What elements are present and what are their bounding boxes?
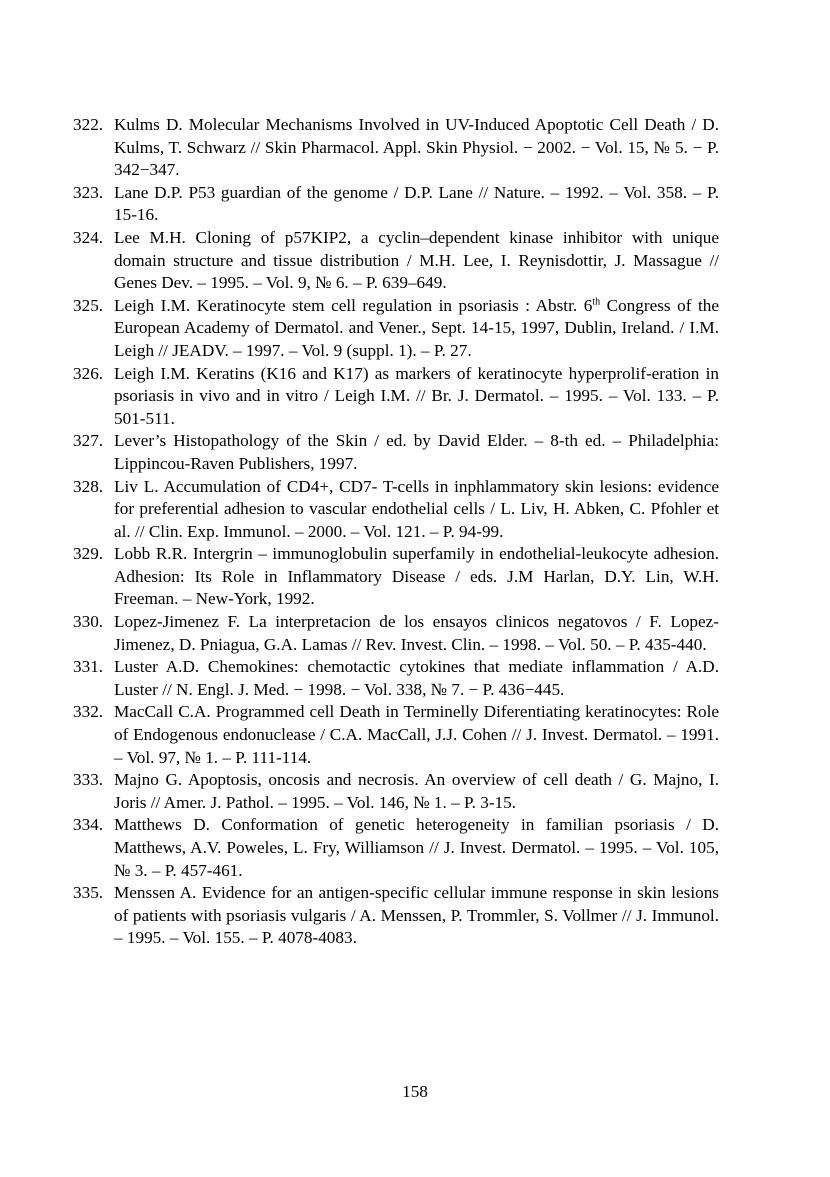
reference-text: Liv L. Accumulation of CD4+, CD7- T-cells in inphlammatory skin lesions: evidence for preferential adhesion to vascular endothelial cells / L. Liv, H. Abken, C. Pfohler et al. // Clin. Exp. Immunol. – 2000. – Vol. 121. – P. 94-99.: [114, 476, 719, 541]
reference-item: [73, 295, 719, 363]
reference-text: [114, 295, 719, 363]
reference-number: 327.: [73, 431, 104, 451]
reference-number: 334.: [73, 815, 104, 835]
reference-text: Lopez-Jimenez F. La interpretacion de los ensayos clinicos negatovos / F. Lopez-Jimenez, D. Pniagua, G.A. Lamas // Rev. Invest. Clin. – 1998. – Vol. 50. – P. 435-440.: [114, 612, 719, 654]
reference-item: [73, 227, 719, 295]
page-number: 158: [402, 1082, 428, 1101]
reference-number: 322.: [73, 115, 104, 134]
reference-text: Matthews D. Conformation of genetic heterogeneity in familian psoriasis / D. Matthews, A.V. Poweles, L. Fry, Williamson // J. Invest. Dermatol. – 1995. – Vol. 105, № 3. – P. 457-461.: [114, 815, 719, 880]
reference-item: [73, 882, 719, 950]
reference-number: 323.: [73, 182, 104, 202]
reference-number: 333.: [73, 770, 104, 790]
superscript-ordinal: th: [592, 296, 601, 308]
reference-text: Lobb R.R. Intergrin – immunoglobulin superfamily in endothelial-leukocyte adhesion. Adhesion: Its Role in Inflammatory Disease / eds. J.M Harlan, D.Y. Lin, W.H. Freeman. – New-York, 1992.: [114, 544, 719, 609]
reference-text: Luster A.D. Chemokines: chemotactic cytokines that mediate inflammation / A.D. Luster // N. Engl. J. Med. − 1998. − Vol. 338, № 7. − P. 436−445.: [114, 657, 719, 699]
reference-text: Lee M.H. Cloning of p57KIP2, a cyclin–dependent kinase inhibitor with unique domain structure and tissue distribution / M.H. Lee, I. Reynisdottir, J. Massague // Genes Dev. – 1995. – Vol. 9, № 6. – P. 639–649.: [114, 227, 719, 293]
reference-item: [73, 363, 719, 431]
reference-number: 331.: [73, 657, 104, 677]
reference-item: [73, 814, 719, 882]
reference-text: Kulms D. Molecular Mechanisms Involved in UV-Induced Apoptotic Cell Death / D. Kulms, T. Schwarz // Skin Pharmacol. Appl. Skin Physiol. − 2002. − Vol. 15, № 5. − P. 342−347.: [114, 115, 719, 180]
reference-text-part: Leigh I.M. Keratinocyte stem cell regulation in psoriasis : Abstr. 6: [114, 295, 593, 315]
reference-item: [73, 769, 719, 814]
reference-number: 329.: [73, 544, 104, 564]
reference-item: [73, 543, 719, 611]
reference-item: [73, 701, 719, 769]
reference-item: [73, 182, 719, 227]
reference-text: Majno G. Apoptosis, oncosis and necrosis. An overview of cell death / G. Majno, I. Joris // Amer. J. Pathol. – 1995. – Vol. 146, № 1. – P. 3-15.: [114, 770, 719, 812]
reference-text: Lever’s Histopathology of the Skin / ed. by David Elder. – 8-th ed. – Philadelphia: Lippincou-Raven Publishers, 1997.: [114, 431, 719, 473]
reference-number: 324.: [73, 227, 104, 247]
reference-number: 332.: [73, 702, 104, 722]
reference-text: Lane D.P. P53 guardian of the genome / D.P. Lane // Nature. – 1992. – Vol. 358. – P. 15-16.: [114, 182, 719, 225]
reference-item: [73, 114, 719, 182]
reference-item: [73, 430, 719, 475]
reference-item: [73, 476, 719, 544]
reference-text-part: Congress of the European Academy of Dermatol. and Vener., Sept. 14-15, 1997, Dublin, Ireland. / I.M. Leigh // JEADV. – 1997. – Vol. 9 (suppl. 1). – P. 27.: [114, 295, 719, 360]
reference-number: 326.: [73, 363, 104, 383]
reference-number: 328.: [73, 476, 104, 496]
reference-number: 335.: [73, 883, 104, 903]
reference-number: 330.: [73, 612, 104, 632]
reference-text: MacCall C.A. Programmed cell Death in Terminelly Diferentiating keratinocytes: Role of Endogenous endonuclease / C.A. MacCall, J.J. Cohen // J. Invest. Dermatol. – 1991. – Vol. 97, № 1. – P. 111-114.: [114, 702, 719, 767]
reference-text: Menssen A. Evidence for an antigen-specific cellular immune response in skin lesions of patients with psoriasis vulgaris / A. Menssen, P. Trommler, S. Vollmer // J. Immunol. – 1995. – Vol. 155. – P. 4078-4083.: [114, 883, 719, 948]
reference-item: [73, 611, 719, 656]
reference-text: Leigh I.M. Keratins (K16 and K17) as markers of keratinocyte hyperprolif-eration in psoriasis in vivo and in vitro / Leigh I.M. // Br. J. Dermatol. – 1995. – Vol. 133. – P. 501-511.: [114, 363, 719, 428]
reference-list: [73, 114, 719, 950]
reference-item: [73, 656, 719, 701]
reference-number: 325.: [73, 295, 104, 315]
